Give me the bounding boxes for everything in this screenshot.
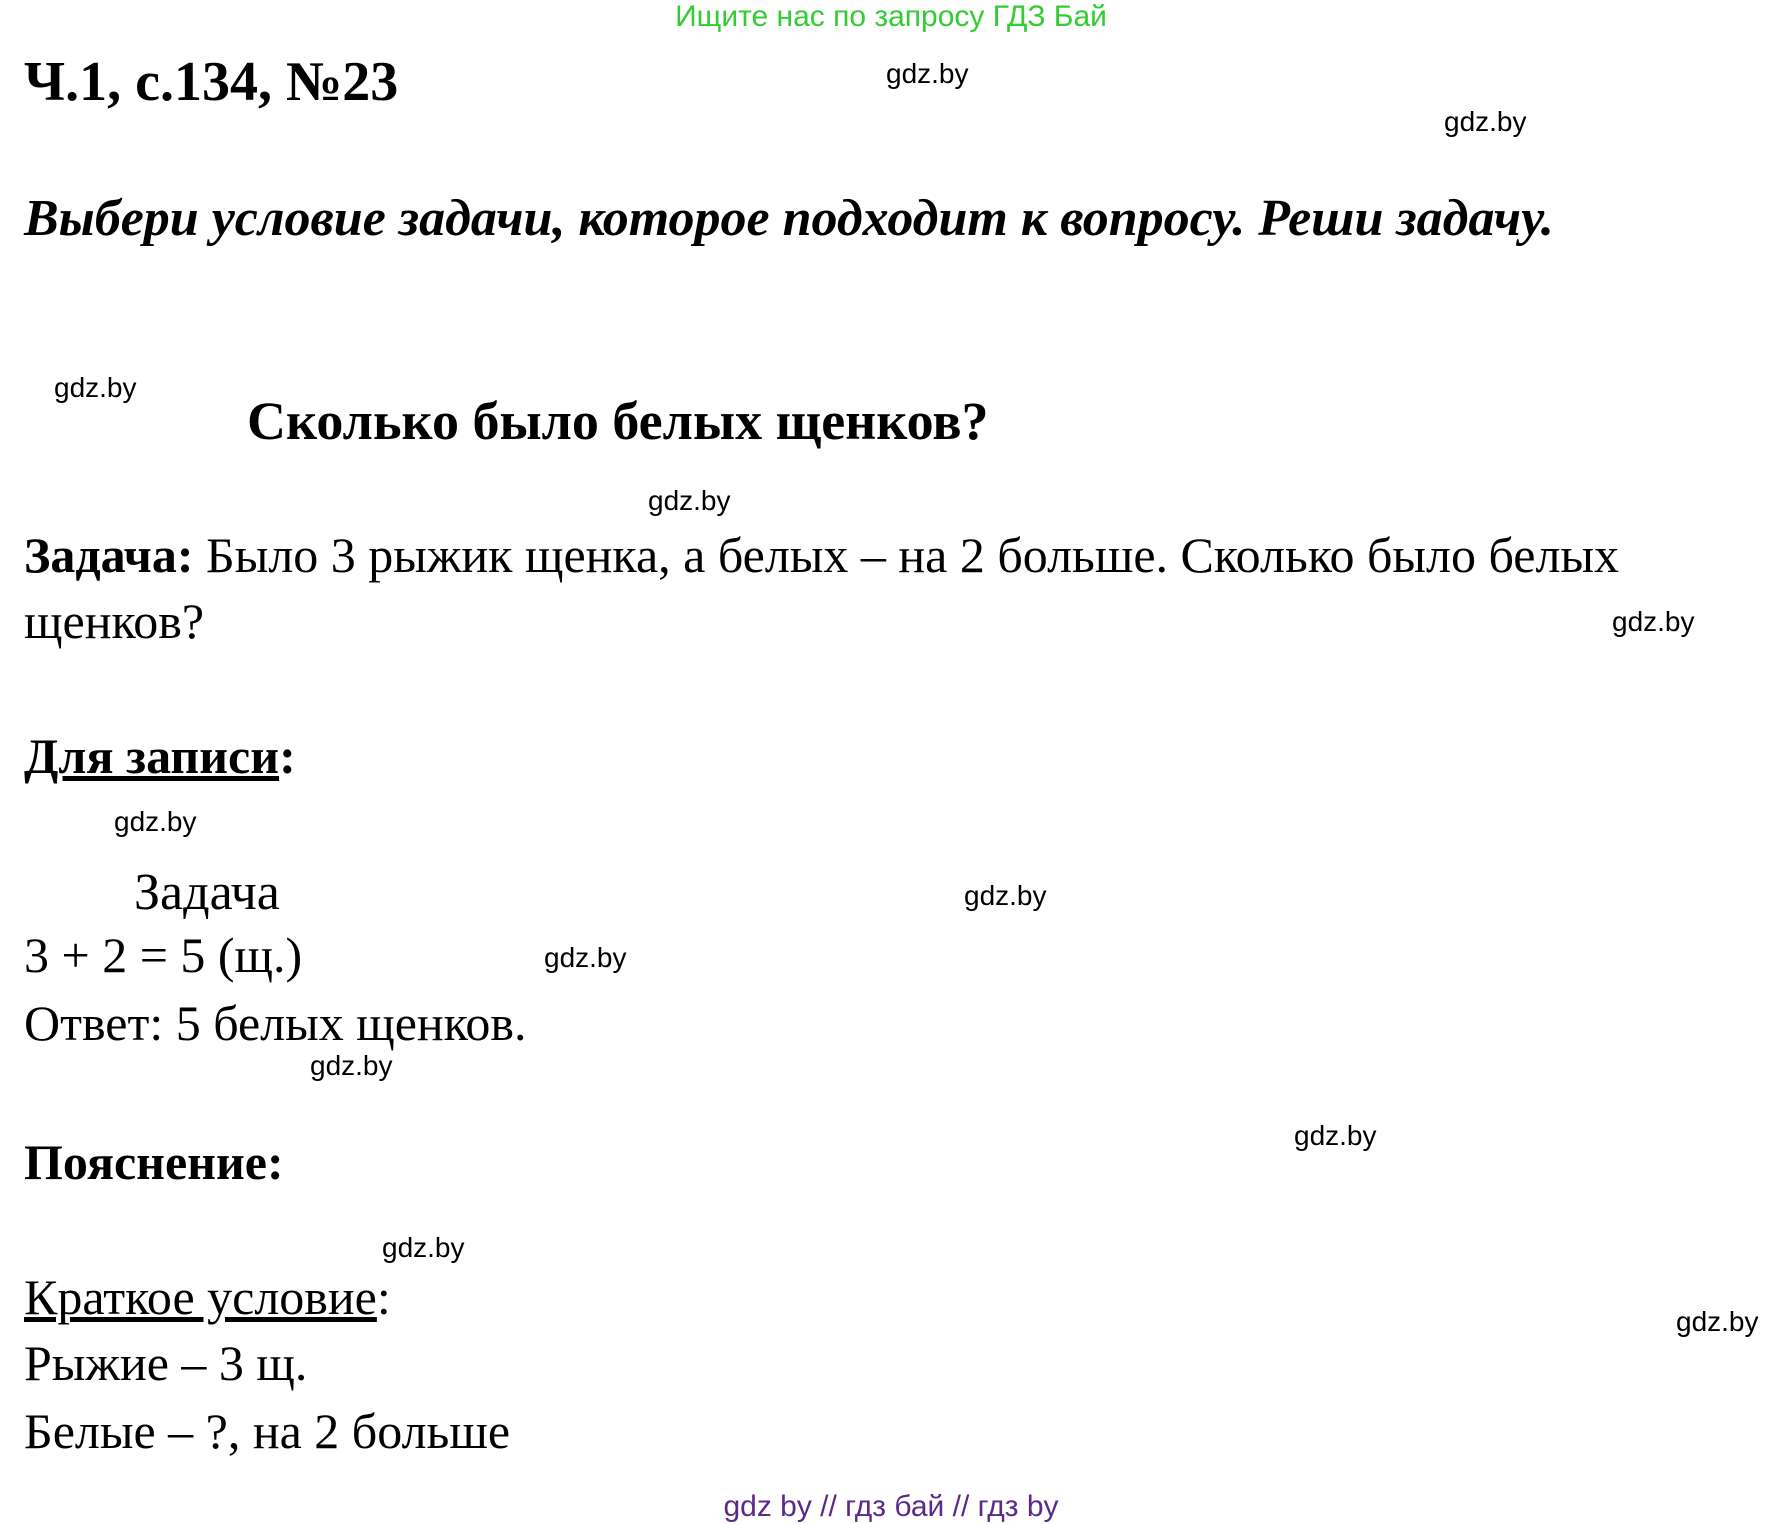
- record-heading: [24, 726, 296, 786]
- watermark: gdz.by: [1676, 1306, 1759, 1337]
- watermark: gdz.by: [310, 1050, 393, 1081]
- task-question: Сколько было белых щенков?: [247, 391, 989, 451]
- condition-heading-colon: :: [376, 1269, 391, 1325]
- top-banner: Ищите нас по запросу ГДЗ Бай: [675, 0, 1107, 33]
- solution-expression: 3 + 2 = 5 (щ.): [24, 927, 303, 983]
- condition-line-white: Белые – ?, на 2 больше: [24, 1403, 511, 1459]
- watermark: gdz.by: [544, 942, 627, 973]
- condition-heading-text: Краткое условие: [24, 1269, 377, 1325]
- solution-title: Задача: [134, 864, 280, 921]
- condition-heading: [24, 1266, 391, 1328]
- explanation-heading: Пояснение:: [24, 1134, 284, 1190]
- watermark: gdz.by: [54, 372, 137, 403]
- watermark: gdz.by: [1444, 106, 1527, 137]
- watermark: gdz.by: [1612, 606, 1695, 637]
- watermark: gdz.by: [886, 58, 969, 89]
- watermark: gdz.by: [382, 1232, 465, 1263]
- task-statement: [24, 522, 1764, 654]
- condition-line-red: Рыжие – 3 щ.: [24, 1335, 308, 1391]
- solution-answer: Ответ: 5 белых щенков.: [24, 995, 527, 1051]
- task-text: Было 3 рыжик щенка, а белых – на 2 больше. Сколько было белых щенков?: [24, 527, 1619, 649]
- page-title: Ч.1, с.134, №23: [24, 51, 399, 113]
- task-label: Задача:: [24, 527, 194, 583]
- watermark: gdz.by: [648, 485, 731, 516]
- watermark: gdz.by: [964, 880, 1047, 911]
- watermark: gdz.by: [1294, 1120, 1377, 1151]
- watermark: gdz.by: [114, 806, 197, 837]
- task-instruction: Выбери условие задачи, которое подходит к вопросу. Реши задачу.: [24, 190, 1554, 247]
- footer-watermark: gdz by // гдз бай // гдз by: [723, 1490, 1059, 1523]
- record-heading-colon: :: [279, 728, 296, 784]
- record-heading-text: Для записи: [24, 728, 280, 784]
